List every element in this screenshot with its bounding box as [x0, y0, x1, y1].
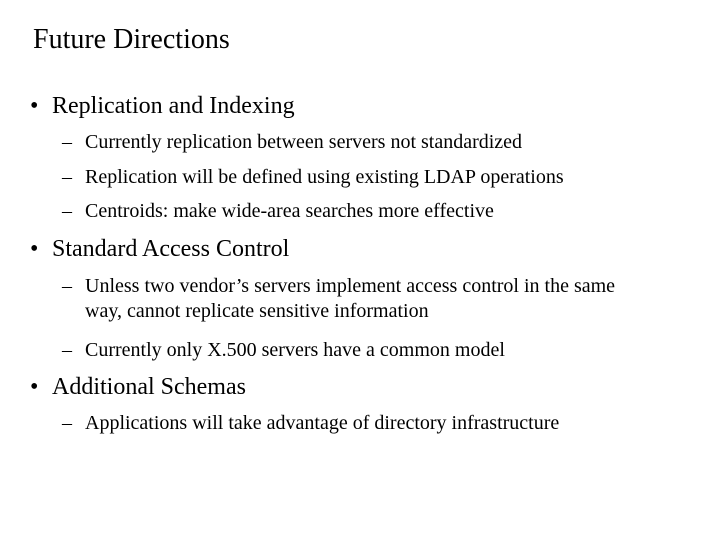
dash-icon: –: [62, 166, 72, 188]
list-item-text: Replication will be defined using existing LDAP operations: [85, 166, 564, 188]
dash-icon: –: [62, 412, 72, 434]
dash-icon: –: [62, 200, 72, 222]
bullet-icon: •: [30, 93, 39, 119]
list-item-text: Centroids: make wide-area searches more effective: [85, 200, 494, 222]
dash-icon: –: [62, 275, 72, 297]
bullet-icon: •: [30, 236, 39, 262]
section-heading-text: Replication and Indexing: [52, 93, 295, 119]
list-item-text: Currently only X.500 servers have a common model: [85, 339, 505, 361]
list-item-text: Applications will take advantage of directory infrastructure: [85, 412, 560, 434]
slide-title: Future Directions: [33, 24, 230, 55]
section-heading-text: Standard Access Control: [52, 236, 290, 262]
bullet-icon: •: [30, 374, 39, 400]
dash-icon: –: [62, 131, 72, 153]
dash-icon: –: [62, 339, 72, 361]
list-item-text: Unless two vendor’s servers implement access control in the same way, cannot replicate sensitive information: [85, 275, 616, 322]
section-heading-text: Additional Schemas: [52, 374, 246, 400]
list-item-text: Currently replication between servers not standardized: [85, 131, 523, 153]
